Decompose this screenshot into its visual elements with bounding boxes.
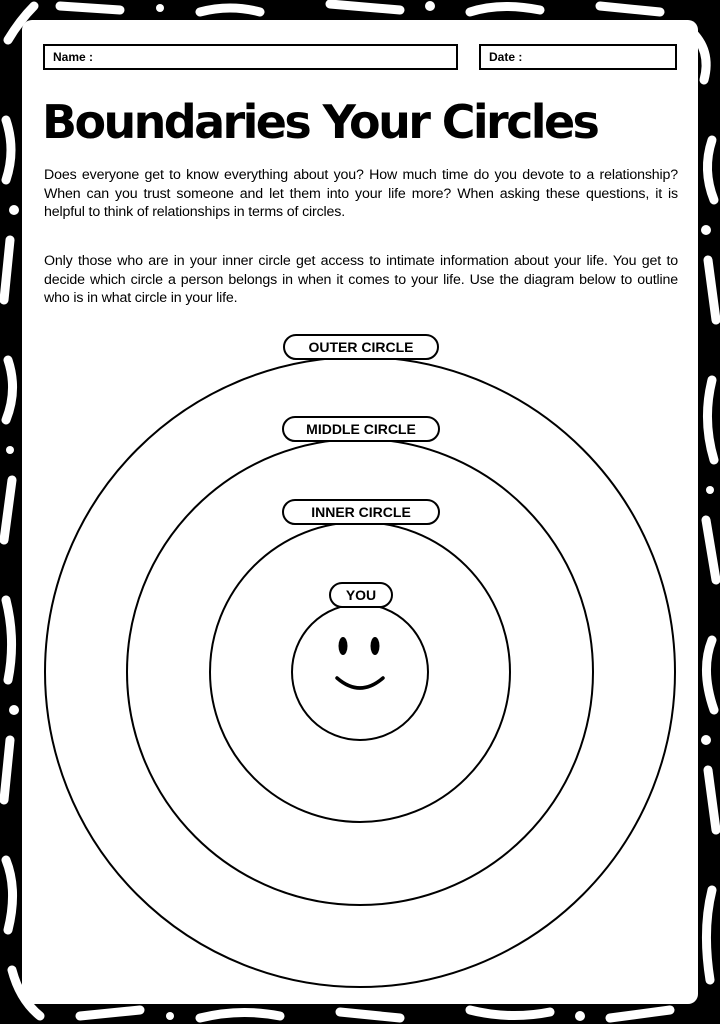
name-label: Name :	[53, 50, 94, 64]
outer-circle-label	[284, 335, 438, 359]
smiley-face-icon	[337, 637, 383, 688]
middle-circle-label-text: MIDDLE CIRCLE	[306, 421, 416, 437]
boundary-circles-diagram	[22, 20, 698, 1004]
outer-circle-label-text: OUTER CIRCLE	[308, 339, 414, 355]
you-circle	[292, 604, 428, 740]
you-label	[330, 583, 392, 607]
inner-circle-label	[283, 500, 439, 524]
middle-circle-label	[283, 417, 439, 441]
you-label-text: YOU	[345, 587, 377, 603]
worksheet-sheet	[22, 20, 698, 1004]
intro-paragraph: Does everyone get to know everything about you? How much time do you devote to a relationship? When can you trust someone and let them into your life more? When asking these questions, it is helpful to think of relationships in terms of circles.	[44, 167, 678, 220]
inner-circle	[210, 522, 510, 822]
instructions-paragraph: Only those who are in your inner circle get access to intimate information about your life. You get to decide which circle a person belongs in when it comes to your life. Use the diagram below to outline who is in what circle in your life.	[44, 253, 678, 306]
page-title: Boundaries Your Circles	[42, 95, 598, 149]
inner-circle-label-text: INNER CIRCLE	[311, 504, 411, 520]
date-label: Date :	[489, 50, 523, 64]
outer-circle	[45, 357, 675, 987]
